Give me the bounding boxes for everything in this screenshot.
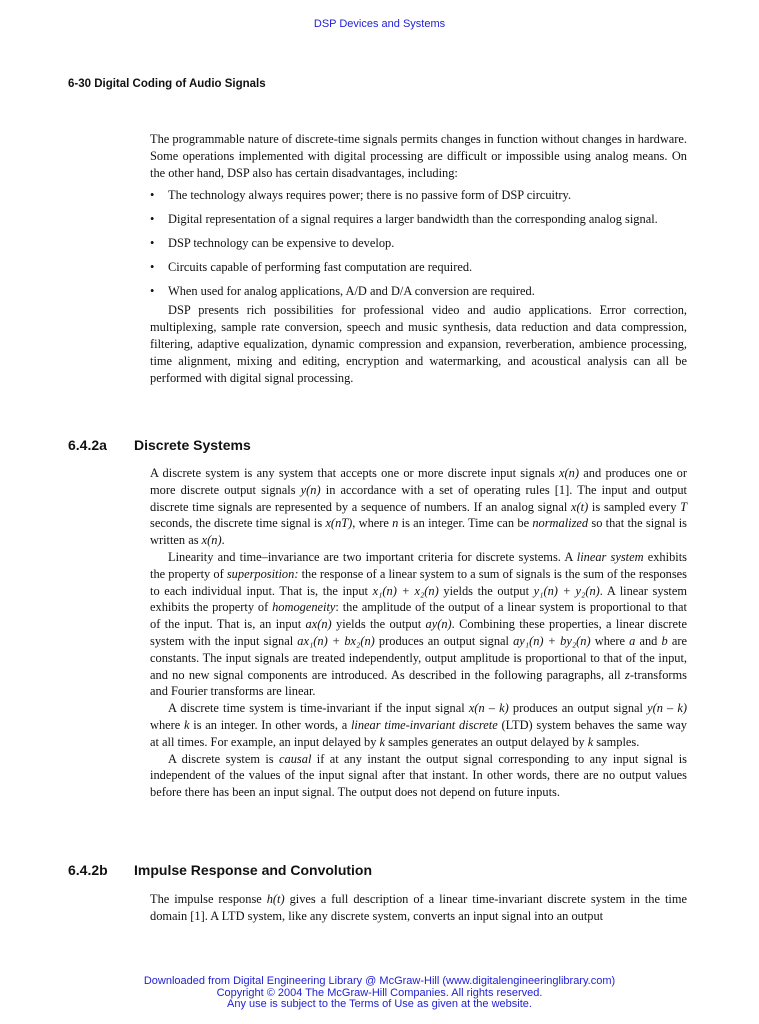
section-number: 6.4.2a	[68, 437, 107, 453]
top-link-dsp-devices[interactable]: DSP Devices and Systems	[313, 18, 446, 30]
section-heading-discrete-systems	[68, 437, 251, 453]
bullet-icon: •	[150, 283, 155, 298]
bullet-icon: •	[150, 188, 155, 203]
running-head: 6-30 Digital Coding of Audio Signals	[68, 78, 266, 90]
bullet-icon: •	[150, 212, 155, 227]
footer-terms-link[interactable]: Any use is subject to the Terms of Use as given at the website.	[227, 998, 532, 1010]
intro-block	[150, 131, 687, 386]
intro-paragraph: The programmable nature of discrete-time signals permits changes in function without changes in hardware. Some operations implemented with digital processing are difficult or impossible using analog means. On the other hand, DSP also has certain disadvantages, including:	[150, 132, 687, 180]
section-title: Impulse Response and Convolution	[134, 862, 373, 878]
discrete-paragraph-2: Linearity and time–invariance are two important criteria for discrete systems. A linear system exhibits the property of superposition: the response of a linear system to a sum of signals is the sum of the responses to each individual input. That is, the input x₁(n) + x₂(n) yields the output y₁(n) + y₂(n). A linear system exhibits the property of homogeneity: the amplitude of the output of a linear system is proportional to that of the input. That is, an input ax(n) yields the output ay(n). Combining these properties, a linear discrete system with the input signal ax₁(n) + bx₂(n) produces an output signal ay₁(n) + by₂(n) where a and b are constants. The input signals are treated independently, output amplitude is proportional to that of the input, and no new signal components are introduced. As described in the following paragraphs, all z-transforms and Fourier transforms are linear.	[150, 549, 687, 699]
intro-closing-paragraph: DSP presents rich possibilities for professional video and audio applications. Error correction, multiplexing, sample rate conversion, speech and music synthesis, data reduction and data compression, filtering, adaptive equalization, dynamic compression and expansion, reverberation, ambience processing, time alignment, mixing and editing, encryption and watermarking, and acoustical analysis can all be performed with digital signal processing.	[150, 303, 687, 385]
section-title: Discrete Systems	[134, 437, 251, 453]
footer	[0, 976, 759, 1011]
discrete-paragraph-3: A discrete time system is time-invariant if the input signal x(n – k) produces an output signal y(n – k) where k is an integer. In other words, a linear time-invariant discrete (LTD) system behaves the same way at all times. For example, an input delayed by k samples generates an output delayed by k samples.	[150, 701, 688, 749]
section-heading-impulse-response	[68, 862, 372, 878]
list-item: • DSP technology can be expensive to develop.	[150, 235, 395, 250]
discrete-systems-block	[150, 465, 687, 801]
discrete-paragraph-4: A discrete system is causal if at any instant the output signal corresponding to any input signal is independent of the values of the input signal after that instant. In other words, there are no output values before there has been an input signal. The output does not depend on future inputs.	[150, 751, 687, 800]
list-item: • The technology always requires power; there is no passive form of DSP circuitry.	[150, 188, 572, 203]
footer-download-link[interactable]: Downloaded from Digital Engineering Library @ McGraw-Hill (www.digitalengineeringlibrary.com)	[143, 975, 616, 987]
impulse-response-block	[150, 891, 687, 925]
section-number: 6.4.2b	[68, 862, 108, 878]
disadvantages-list	[150, 187, 687, 299]
list-item: • When used for analog applications, A/D and D/A conversion are required.	[150, 283, 535, 298]
list-item: • Circuits capable of performing fast computation are required.	[150, 259, 473, 274]
list-item: • Digital representation of a signal requires a larger bandwidth than the corresponding analog signal.	[150, 212, 658, 227]
discrete-paragraph-1: A discrete system is any system that accepts one or more discrete input signals x(n) and produces one or more discrete output signals y(n) in accordance with a set of operating rules [1]. The input and output discrete time signals are represented by a sequence of numbers. If an analog signal x(t) is sampled every T seconds, the discrete time signal is x(nT), where n is an integer. Time can be normalized so that the signal is written as x(n).	[150, 466, 687, 548]
impulse-paragraph-1: The impulse response h(t) gives a full description of a linear time-invariant discrete system in the time domain [1]. A LTD system, like any discrete system, converts an input signal into an output	[150, 892, 687, 923]
bullet-icon: •	[150, 235, 155, 250]
bullet-icon: •	[150, 259, 155, 274]
footer-copyright: Copyright © 2004 The McGraw-Hill Companies. All rights reserved.	[216, 986, 543, 999]
